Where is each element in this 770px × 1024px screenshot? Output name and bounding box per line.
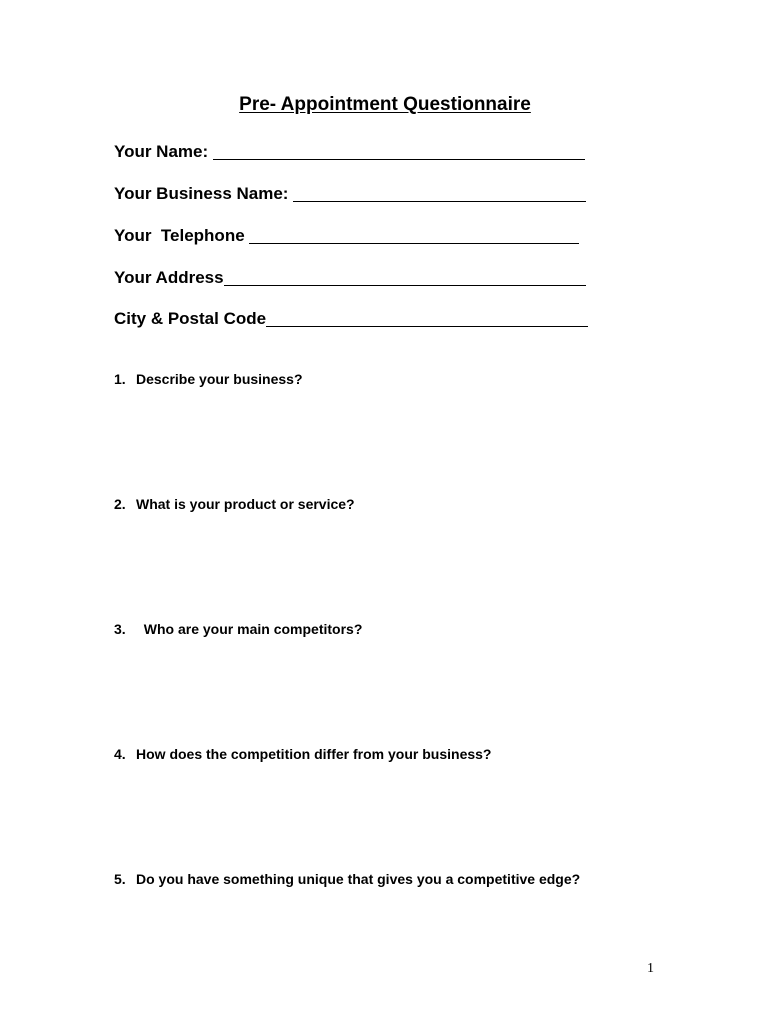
city-postal-field	[114, 309, 588, 329]
address-field	[114, 268, 586, 288]
question-4	[114, 746, 491, 762]
city-postal-input-line[interactable]	[266, 325, 588, 327]
telephone-input-line[interactable]	[249, 242, 579, 244]
question-text: Do you have something unique that gives you a competitive edge?	[136, 871, 581, 887]
address-label: Your Address	[114, 268, 224, 287]
question-text: Who are your main competitors?	[136, 621, 363, 637]
page-number: 1	[647, 961, 654, 976]
question-number: 5.	[114, 871, 126, 887]
question-3	[114, 621, 362, 637]
question-number: 2.	[114, 496, 126, 512]
city-postal-label: City & Postal Code	[114, 309, 267, 328]
business-name-field	[114, 184, 586, 204]
business-name-label: Your Business Name:	[114, 184, 294, 203]
question-number: 4.	[114, 746, 126, 762]
question-text: Describe your business?	[136, 371, 303, 387]
page-title: Pre- Appointment Questionnaire	[239, 94, 531, 115]
telephone-field	[114, 226, 579, 246]
question-number: 3.	[114, 621, 126, 637]
question-text: What is your product or service?	[136, 496, 355, 512]
business-name-input-line[interactable]	[293, 200, 586, 202]
question-5	[114, 871, 580, 887]
question-1	[114, 371, 303, 387]
name-label: Your Name:	[114, 142, 213, 161]
address-input-line[interactable]	[224, 284, 586, 286]
question-text: How does the competition differ from your business?	[136, 746, 492, 762]
telephone-label: Your Telephone	[114, 226, 250, 245]
question-number: 1.	[114, 371, 126, 387]
question-2	[114, 496, 355, 512]
name-input-line[interactable]	[213, 158, 585, 160]
name-field	[114, 142, 585, 162]
